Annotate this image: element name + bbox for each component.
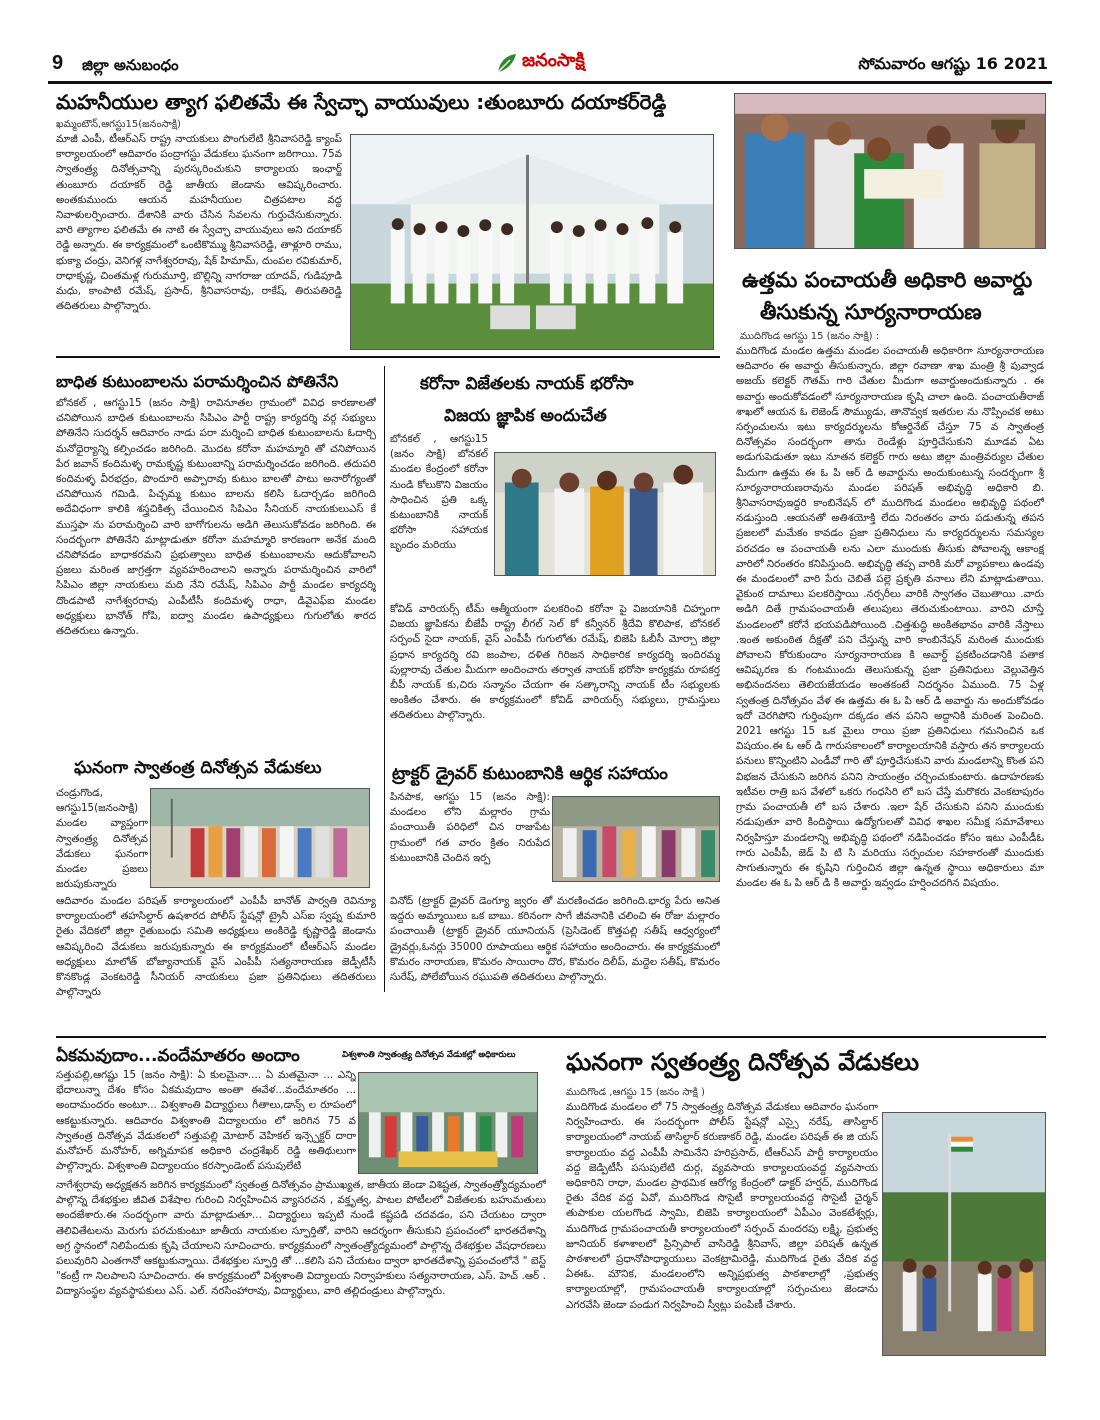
logo <box>496 50 585 75</box>
chandrugonda-body-side: చండ్రుగొండ, ఆగస్టు15(జనంసాక్షి) మండల వ్యాప్తంగా స్వాతంత్ర్య దినోత్సవ వేడుకలు ఘనంగా మండల ప్రజలు జరుపుకున్నారు <box>56 787 148 891</box>
mudigonda-headline: ఘనంగా స్వతంత్ర్య దినోత్సవ వేడుకలు <box>566 1048 920 1076</box>
corona-body-side: బోనకల్ , ఆగస్టు15 (జనం సాక్షి) బోనకల్ మండల కేంద్రంలో కరోనా నుండి కోలుకొని విజయం సాధించిన ప్రతి ఒక్క కుటుంబానికి నాయక్ భరోసా సహాయక బృందం మరియు <box>390 433 488 552</box>
condolence-body: బోనకల్ , ఆగస్టు15 (జనం సాక్షి) రావినూతల గ్రామంలో వివిధ కారణాలతో చనిపోయిన బాధిత కుటుంబాలను సిపిఎం పార్టీ రాష్ట్ర కార్యదర్శి వర్గ సభ్యులు పోతినేని సుదర్శన్ ఆదివారం నాడు పరా మర్శించి బాధిత కుటుంబాలను ఓదార్చి మనోధైర్యాన్ని కల్పించడం జరిగింది. మొదట కరోనా మహమ్మారి తో చనిపోయిన పేర జవాన్ కందిమళ్ళ రామకృష్ణ కుటుంబాన్ని పరామర్శించడం జరిగింది. తదుపరి కందిమళ్ళ వీరభద్రం, పొందూరి అప్పారావు కుటుం బాలతో పాటు అనారోగ్యంతో చనిపోయిన గమిడి. పిచ్చమ్మ కుటుం బాలను కలిసి ఓదార్చడం జరిగింది అదేవిధంగా కాలికి శస్త్రచికిత్స చేయించిన సిపిఎం సీనియర్ నాయకులుఎస్ కే ముస్తఫా ను పరామర్శించి వారి బాగోగులను అడిగి తెలుసుకోవడం జరిగింది. ఈ సందర్భంగా పోతినేని మాట్లాడుతూ కరోనా మహమ్మారి కారణంగా అనేక మంది చనిపోవడం బాధాకరమని ప్రభుత్వాలు బాధిత కుటుంబాలను ఆదుకోవాలని ప్రజలు మరింత జాగ్రత్తగా వ్యవహరించాలని అన్నారు పరామర్శించిన వారిలో సిపిఎం జిల్లా నాయకులు మది నేని రమేష్, సిపిఎం పార్టీ మండల కార్యదర్శి దొండపాటి నాగేశ్వరరావు ఎంపీటీసీ కందిమళ్ళ రాధా, డివైఎఫ్ఐ మండల అధ్యక్షులు భానోత్ గోపి, ఐద్వా మండల ఉపాధ్యక్షులు గుగులోతు శారద తదితరులు ఉన్నారు. <box>56 397 376 638</box>
logo-leaf-icon <box>496 52 518 74</box>
chandrugonda-body: ఆదివారం మండల పరిషత్ కార్యాలయంలో ఎంపీపీ బానోత్ పార్వతి రెవిన్యూ కార్యాలయంలో తహసిల్దార్ ఉషశారద పోలీస్ స్టేషన్లో ట్రైనీ ఎస్ఐ స్వప్న కుమారి రైతు వేదికలో జిల్లా రైతుబంధు సమితి అధ్యక్షులు అంకిరెడ్డి కృష్ణారెడ్డి జెండాను ఆవిష్కరించి వేడుకలు జరుపుకున్నారు ఈ కార్యక్రమంలో టీఆర్ఎస్ మండల అధ్యక్షులు మాలోత్ బోజ్యానాయక్ వైస్ ఎంపీపీ సత్యనారాయణ జెడ్పీటీసీ కొనకొండ్ల వెంకటరెడ్డి సీనియర్ నాయకులు ప్రజా ప్రతినిధులు తదితరులు పాల్గొన్నారు <box>56 895 376 999</box>
flag-hoisting-photo <box>350 134 714 350</box>
mudigonda-flag-photo <box>882 1112 1046 1356</box>
tractor-body-side: పినపాక, ఆగస్టు 15 (జనం సాక్షి): మండలం లోని మల్లారం గ్రామ పంచాయితీ పరిధిలో చిన రాజుపేట గ్రామంలో గత వారం క్రితం నిరుపేద కుటుంబానికి చెందిన ఇర్ప <box>390 791 550 864</box>
divider <box>56 356 720 358</box>
paper-name: జనంసాక్షి <box>522 50 585 71</box>
section-title: జిల్లా అనుబంధం <box>82 56 179 74</box>
lead-dateline: ఖమ్మంటౌన్,ఆగస్టు15(జనంసాక్షి) <box>56 119 181 130</box>
corona-headline-line2: విజయ జ్ఞాపిక అందుచేత <box>444 406 607 426</box>
tractor-body: వినోద్ (ట్రాక్టర్ డ్రైవర్ డెంగ్యూ జ్వరం తో మరణించడం జరిగింది.భార్య పేరు అనిత ఇద్దరు అమ్మాయిలు ఒక బాబు. కరినంగా సాగే జీవనానికి చలించి ఈ రోజు మల్లారం పంచాయితీ (ట్రాక్టర్ డ్రైవర్ యూనియన్ (ప్రెసిడెంట్ కొత్తపల్లి సతీష్ ఆధ్వర్యంలో డ్రైవర్లు,ఓనర్లు 35000 రూపాయలు ఆర్థిక సహాయం అందించారు. ఈ కార్యక్రమంలో కొమరం నారాయణ, కొమరం సాయిరాం దొర, కొమరం దిలీప్, మద్దెల సతీష్, కొమరం సురేష్, పోలేబోయిన రఘుపతి తదితరులు పాల్గొన్నారు. <box>390 895 720 984</box>
issue-date: సోమవారం ఆగష్టు 16 2021 <box>858 54 1048 73</box>
chandrugonda-headline: ఘనంగా స్వాతంత్ర దినోత్సవ వేడుకలు <box>74 758 322 778</box>
vandemataram-body: నాగేశ్వరావు అధ్యక్షతన జరిగిన కార్యక్రమంలో స్వతంత్ర దినోత్సవం ప్రాముఖ్యత, జాతీయ జెండా విశిష్టత, స్వాతంత్ర్యోద్యమంలో పాల్గొన్న దేశభక్తుల జీవిత విశేషాల గురించి నిర్వహించిన వ్యాసరచన , వక్తృత్వ, పాటల పోటీలలో విజేతలకు బహుమతులు అందజేశారు.ఈ సందర్భంగా వారు మాట్లాడుతూ... విద్యార్థులు ఇప్పటి నుండే కష్టపడి చదవడం, పని చేయటం ద్వారా తెలివితేటలను మెరుగు పరచుకుంటూ జాతీయ నాయకుల స్ఫూర్తితో, వారిని ఆదర్శంగా తీసుకుని ప్రపంచంలో భారతదేశాన్ని అగ్ర స్థానంలో నిలిపేందుకు కృషి చేయాలని సూచించారు. కార్యక్రమంలో స్వాతంత్ర్యోద్యమంలో పాల్గొన్న దేశభక్తుల వేషధారణలు పలువురిని ఎంతగానో ఆకట్టుకున్నాయి. దేశభక్తుల స్ఫూర్తి తో ...కలిసి పని చేయటం ద్వారా భారతదేశాన్ని ప్రపంచంలోనే " బెస్ట్ "కంట్రీ గా నిలపాలని సూచించారు. ఈ కార్యక్రమంలో విశ్వశాంతి విద్యాలయ నిర్వాహకులు సత్యనారాయణ, ఎస్. హెచ్ .ఆర్ . విద్యాసంస్థల వ్యవస్థాపకులు ఎస్. ఎల్. నరసింహారావు, విద్యార్థులు, వారి తల్లిదండ్రులు పాల్గొన్నారు. <box>56 1179 546 1298</box>
lead-headline: మహనీయుల త్యాగ ఫలితమే ఈ స్వేచ్ఛా వాయువులు :తుంబూరు దయాకర్‌రెడ్డి <box>56 90 667 114</box>
condolence-headline: బాధిత కుటుంబాలను పరామర్శించిన పోతినేని <box>56 372 339 391</box>
corona-headline-line1: కరోనా విజేతలకు నాయక్ భరోసా <box>420 374 634 394</box>
column-divider <box>384 366 385 992</box>
mudigonda-body: ముదిగొండ మండలం లో 75 స్వాతంత్ర్య దినోత్సవ వేడుకలు ఆదివారం ఘనంగా నిర్వహించారు. ఈ సందర్భంగా పోలీస్ స్టేషన్లో ఎస్సై నరేష్, తాసిల్దార్ కార్యాలయంలో నాయబ్ తాసిల్దార్ కరుణాకర్ రెడ్డి, మండల పరిషత్ ఈ జి యస్ కార్యాలయం వద్ద ఎంపీపీ సామినేని హరిప్రసాద్, టీఆర్ఎస్ పార్టీ కార్యాలయం వద్ద జెడ్పిటీసీ పసుపులేటి దుర్గ, వ్యవసాయ కార్యాలయంవద్ద వ్యవసాయ అధికారిని రాధా, మండల ప్రాథమిక ఆరోగ్య కేంద్రంలో డాక్టర్ హర్షద్, ముదిగొండ రైతు వేదిక వద్ద ఏవో, ముదిగొండ సొసైటీ కార్యాలయంవద్ద సొసైటీ చైర్మన్ తుపాకుల యలగొండ స్వామి, బిజెపి కార్యాలయంలో ఏపీఎం వెంకటేశ్వర్లు, ముదిగొండ గ్రామపంచాయతీ కార్యాలయంలో సర్పంచ్ మందరపు లక్ష్మి, ప్రభుత్వ జూనియర్ కళాశాలలో ప్రిన్సిపాల్ వాసిరెడ్డి శ్రీనివాస్, జిల్లా పరిషత్ ఉన్నత పాఠశాలలో ప్రధానోపాధ్యాయులు వెంకట్రామిరెడ్డి, ముదిగొండ రైతు వేదిక వద్ద ఏఈఓ. మౌనిక, మండలంలోని అన్నిప్రభుత్వ పాఠశాలాల్లో ,ప్రభుత్వ కార్యాలయాల్లో, గ్రామపంచాయతీ కార్యాలయాల్లో సర్పంచులు జెండాను ఎగరవేసి జెండా పండుగ నిర్వహించి స్వీట్లు పంపిణీ చేశారు. <box>566 1101 878 1311</box>
award-photo <box>734 93 1046 249</box>
award-dateline: ముదిగొండ ఆగస్టు 15 (జనం సాక్షి) : <box>740 331 880 342</box>
award-headline-line1: ఉత్తమ పంచాయతీ అధికారి అవార్డు <box>742 268 1033 292</box>
tractor-photo <box>552 796 720 882</box>
chandrugonda-photo <box>150 788 370 888</box>
vandemataram-subhead: విశ్వశాంతి స్వాతంత్ర్య దినోత్సవ వేడుకల్లో అధికారులు <box>342 1050 516 1060</box>
award-headline-line2: తీసుకున్న సూర్యనారాయణ <box>760 300 982 324</box>
divider-bottom <box>56 1036 1046 1038</box>
corona-photo <box>494 452 716 576</box>
page-number: 9 <box>52 52 64 74</box>
mudigonda-dateline: ముదిగొండ ,ఆగస్టు 15 (జనం సాక్షి ) <box>566 1087 705 1098</box>
vandemataram-body-side: సత్తుపల్లి,ఆగష్టు 15 (జనం సాక్షి): ఏ కులమైనా.... ఏ మతమైనా ... ఎన్ని భేదాలున్నా దేశం కోసం ఏకమవుదాం అంతా ఈవేళ...వందేమాతరం ... అందామందరం అంటూ... విశ్వశాంతి విద్యార్థులు గీతాలు,డాన్స్ ల రూపంలో ఆకట్టుకున్నారు. ఆదివారం విశ్వశాంతి విద్యాలయం లో జరిగిన 75 వ స్వాతంత్ర దినోత్సవ వేడుకలలో సత్తుపల్లి మోటార్ వెహికల్ ఇన్స్పెక్టర్ దారా మనోహర్ మనోహర్, అగ్నిమాపక అధికారి చంద్రశేఖర్ రెడ్డి అతిథులుగా పాల్గొన్నారు. విశ్వశాంతి విద్యాలయం కరస్పాండెంట్ పసుపులేటి <box>56 1069 356 1173</box>
award-body: ముదిగొండ మండల ఉత్తమ మండల పంచాయతీ అధికారిగా సూర్యనారాయణ ఆదివారం ఈ అవార్డు తీసుకున్నారు. జిల్లా రవాణా శాఖ మంత్రి శ్రీ పువ్వాడ అజయ్ కలెక్టర్ గౌతమ్ గారి చేతుల మీదుగా అవార్డుఅందుకున్నారు . ఈ అవార్డు అందుకోవడంలో సూర్యనారాయణ కృషి చాలా ఉంది. పంచాయతీరాజ్ శాఖలో ఆయన ఓ లెజెండ్ సౌమ్యుడు, తానొవ్వక ఇతరుల ను నొప్పించక అటు సర్పంచులను ఇటు కార్యదర్శులను కోఆర్డినేట్ చేస్తూ 75 వ స్వాతంత్ర దినోత్సవం సందర్భంగా తాను రెండేళ్లు పూర్తిచేసుకుని మూడవ ఏట అడుగుపెడుతూ ఇటు నూతన కలెక్టర్ గారు అటు జిల్లా మంత్రివర్యుల చేతుల మీదుగా ఉత్తమ ఈ ఓ పి ఆర్ డి అవార్డును అందుకుంటున్న సందర్భంగా శ్రీ సూర్యనారాయణరావును మండల పరిషత్ అభివృద్ధి అధికారి బి. శ్రీనివాసరావుఇద్దరి కాంబినేషన్ లో ముదిగొండ మండలం అభివృద్ధి పథంలో నడుస్తుంది .ఆయనతో అతిశయోక్తి లేదు నిరంతరం వారు పడుతున్న తపన ప్రజలలో మమేకం కావడం ప్రజా ప్రతినిధులు ను కార్యదర్శులను సమస్యల పరచడం ఆ పంచాయతీ లను ఎలా ముందుకు తీసుకు పోవాలన్న ఆకాంక్ష వారిలో నిరంతరం కనిపిస్తుంది. అభివృద్ధి తప్ప వారికి మరో వ్యాపకాలు ఉండవు ఈ మండలంలో వారి పేరు చెబితే పల్లె ప్రకృతి వనాలు లేని మాట్లాడుతాయి. వైకుంఠ దామాలు పలకరిస్తాయి .నర్సరీలు వారికి స్వాగతం చెబుతాయి .వారు అడిగి దితే గ్రామపంచాయతీ తలుపులు తెరుచుకుంటాయి. వారిని చూస్తే మండలంలో కరోనే భయపడిపోయింది .చిత్తశుద్ధి అంకితభావం వారికి నేస్తాలు .ఇంత అకుంఠిత దీక్షతో పని చేస్తున్న వారి కాంబినేషన్ మరింత ముందుకు పోవాలని కోరుకుందాం సూర్యనారాయణ కి అవార్డ్ ప్రకటించడానికి పతాక ఆవిష్కరణ కు గంటముందు తెలుసుకున్న ప్రజా ప్రతినిధులు వెల్లువెత్తిన అభినందనలు తెలియజేయడం అంతకంటే నిదర్శనం ఏముంది. 75 ఏళ్ల స్వతంత్ర దినోత్సవం వేళ ఈ ఉత్తమ ఈ ఓ పి ఆర్ డి అవార్డు ను అందుకోవడం ఇదో చెరగిపోని గుర్తింపుగా దక్కడం తన పనిని అద్దానికి మరింత పెంచింది. 2021 ఆగస్టు 15 ఒక మైలు రాయి ప్రజా ప్రతినిధులు గమనించిన ఒక విషయం.ఈ ఓ ఆర్ డి గారుసకాలంలో కార్యాలయానికి వస్తారు తన కార్యాలయ పనులు కొన్నింటిని ఎండీవో గారి తో పూర్తిచేసుకుని వారు మండలాన్ని కొంత పని విభజన చేసుకుని జరిగిన పనిని సాయంత్రం చర్చించుకుంటారు. ఉదాహరణకు ఇటీవల రాత్రి బస వేళలో ఒకరు గంధసిరి లో బస చేస్తే మరొకరు వెంకటాపురం గ్రామ పంచాయతీ లో బస చేశారు .ఇలా షేర్ చేసుకుని పనిని ముందుకు నడుపుతూ వారి కిందిస్థాయి ఉద్యోగులతో వివిధ శాఖల సమీక్ష సమావేశాలు నిర్వహిస్తూ మండలాన్ని అభివృద్ధి పథంలో నడిపించడం కోసం ఇటు ఎంపీడీఓ గారు ఎంపీపీ, జెడ్ పి టి సి మరియు సర్పంచుల సహకారంతో ముందుకు సాగుతున్నారు ఈ కృషిని గుర్తించిన జిల్లా ఉన్నత స్థాయి అధికారులు మా మండల ఈ ఓ పి ఆర్ డి కి అవార్డు ఇవ్వడం హర్షించదగిన విషయం. <box>736 345 1044 890</box>
tractor-headline: ట్రాక్టర్ డ్రైవర్ కుటుంబానికి ఆర్థిక సహాయం <box>392 764 668 784</box>
masthead <box>48 50 1052 84</box>
vandemataram-headline: ఏకమవుదాం...వందేమాతరం అందాం <box>56 1046 300 1066</box>
school-event-photo <box>358 1072 538 1174</box>
corona-body: కోవిడ్ వారియర్స్ టీమ్ ఆత్మీయంగా పలకరించి కరోనా పై విజయానికి చిహ్నంగా విజయ జ్ఞాపికను బీజేపీ రాష్ట్ర లీగల్ సెల్ కో కన్వీనర్ శ్రీదేవి కొలిపాక, బోనకల్ సర్పంచ్ సైదా నాయక్, వైస్ ఎంపీపీ గుగులోతు రమేష్, బిజెపి ఓబీసీ మోర్చా జిల్లా ప్రధాన కార్యదర్శి రవి జంపాల, దళిత గిరిజన సాధికారిక కార్యదర్శి ఇందిరమ్మ పుల్లారావు చేతుల మీదుగా అందించారు తర్వాత నాయక్ భరోసా కార్యక్రమ రూపకర్త బీపీ నాయక్ కు,చిరు సన్మానం చేయగా ఈ సత్కారాన్ని నాయక్ టీం సభ్యులకు అంకితం చేశారు. ఈ కార్యక్రమంలో కోవిడ్ వారియర్స్ సభ్యులు, గ్రామస్తులు తదితరులు పాల్గొన్నారు. <box>390 603 720 722</box>
lead-body: మాజీ ఎంపీ, టీఆర్‌ఎస్ రాష్ట్ర నాయకులు పొంగులేటి శ్రీనివాసరెడ్డి క్యాంప్ కార్యాలయంలో ఆదివారం పంద్రాగస్టు వేడుకలు ఘనంగా జరిగాయి. 75వ స్వాతంత్ర్య దినోత్సవాన్ని పురస్కరించుకుని కార్యాలయ ఇంఛార్జ్ తుంబూరు దయాకర్ రెడ్డి జాతీయ జెండాను ఆవిష్కరించారు. అంతకుముందు ఆయన మహనీయుల చిత్రపటాల వద్ద నివాళులర్పించారు. దేశానికి వారు చేసిన సేవలను గుర్తుచేసుకున్నారు. వారి త్యాగాల ఫలితమే ఈ నాటి ఈ స్వేచ్ఛా వాయువులు అని దయాకర్ రెడ్డి అన్నారు. ఈ కార్యక్రమంలో ఒంటికొమ్ము శ్రీనివాసరెడ్డి, తాళ్లూరి రాము, భుక్యా చంద్రు, వెనిగళ్ల నాగేశ్వరరావు, షేక్ హిమామ్, దుంపల రవికుమార్, రాధాకృష్ణ, చింతమళ్ల గురుమూర్తి, బొల్లిన్ని నాగరాజు యాదవ్, గుడిపూడి మధు, కాంపాటి రమేష్, ప్రసాద్, శ్రీనివాసరావు, రాకేష్, తిరుపతిరెడ్డి తదితరులు పాల్గొన్నారు. <box>56 133 342 313</box>
